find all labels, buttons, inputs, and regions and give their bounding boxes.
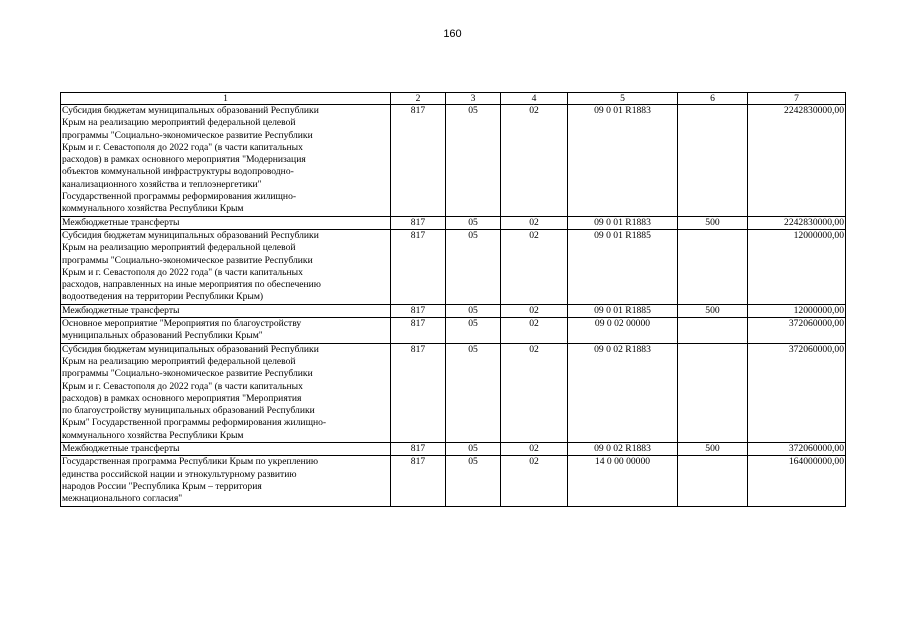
row-amount: 12000000,00 [748, 304, 846, 317]
row-amount: 372060000,00 [748, 318, 846, 344]
row-name: Государственная программа Республики Крым по укреплению единства российской нации и этнокультурному развитию народов России "Республика Крым – территория межнационального согласия" [61, 456, 391, 506]
row-amount: 12000000,00 [748, 229, 846, 304]
header-col-4: 4 [501, 93, 568, 105]
row-grbs: 817 [391, 318, 446, 344]
page-number: 160 [443, 28, 462, 40]
row-section: 05 [446, 343, 501, 442]
row-grbs: 817 [391, 456, 446, 506]
row-section: 05 [446, 304, 501, 317]
row-expense-type [678, 343, 748, 442]
row-grbs: 817 [391, 229, 446, 304]
row-name: Межбюджетные трансферты [61, 443, 391, 456]
header-col-1: 1 [61, 93, 391, 105]
row-name: Основное мероприятие "Мероприятия по благоустройству муниципальных образований Республики Крым" [61, 318, 391, 344]
header-col-2: 2 [391, 93, 446, 105]
row-grbs: 817 [391, 304, 446, 317]
row-subsection: 02 [501, 443, 568, 456]
row-target-code: 09 0 02 00000 [568, 318, 678, 344]
header-col-7: 7 [748, 93, 846, 105]
row-subsection: 02 [501, 343, 568, 442]
table-row [61, 318, 846, 344]
row-amount: 2242830000,00 [748, 105, 846, 217]
row-subsection: 02 [501, 304, 568, 317]
row-amount: 164000000,00 [748, 456, 846, 506]
row-grbs: 817 [391, 105, 446, 217]
row-expense-type [678, 229, 748, 304]
table-row [61, 456, 846, 506]
row-subsection: 02 [501, 229, 568, 304]
budget-table [60, 92, 846, 507]
row-subsection: 02 [501, 105, 568, 217]
row-expense-type: 500 [678, 216, 748, 229]
table-row [61, 343, 846, 442]
row-section: 05 [446, 456, 501, 506]
table-row [61, 443, 846, 456]
table-row [61, 216, 846, 229]
table-row [61, 304, 846, 317]
row-amount: 372060000,00 [748, 443, 846, 456]
row-grbs: 817 [391, 216, 446, 229]
header-col-6: 6 [678, 93, 748, 105]
row-target-code: 09 0 02 R1883 [568, 443, 678, 456]
header-col-3: 3 [446, 93, 501, 105]
row-name: Субсидия бюджетам муниципальных образований Республики Крым на реализацию мероприятий федеральной целевой программы "Социально-экономическое развитие Республики Крым и г. Севастополя до 2022 года" (в части капитальных расходов) в рамках основного мероприятия "Модернизация объектов коммунальной инфраструктуры водопроводно- канализационного хозяйства и теплоэнергетики" Государственной программы реформирования жилищно- коммунального хозяйства Республики Крым [61, 105, 391, 217]
table-row [61, 229, 846, 304]
row-name: Межбюджетные трансферты [61, 216, 391, 229]
row-subsection: 02 [501, 456, 568, 506]
row-name: Межбюджетные трансферты [61, 304, 391, 317]
table-row [61, 105, 846, 217]
row-target-code: 09 0 02 R1883 [568, 343, 678, 442]
row-amount: 2242830000,00 [748, 216, 846, 229]
row-name: Субсидия бюджетам муниципальных образований Республики Крым на реализацию мероприятий федеральной целевой программы "Социально-экономическое развитие Республики Крым и г. Севастополя до 2022 года" (в части капитальных расходов, направленных на иные мероприятия по обеспечению водоотведения на территории Республики Крым) [61, 229, 391, 304]
row-expense-type [678, 318, 748, 344]
table-header-row [61, 93, 846, 105]
row-subsection: 02 [501, 318, 568, 344]
row-section: 05 [446, 105, 501, 217]
row-section: 05 [446, 229, 501, 304]
row-section: 05 [446, 216, 501, 229]
header-col-5: 5 [568, 93, 678, 105]
row-target-code: 09 0 01 R1883 [568, 216, 678, 229]
row-target-code: 14 0 00 00000 [568, 456, 678, 506]
row-expense-type [678, 105, 748, 217]
row-target-code: 09 0 01 R1885 [568, 229, 678, 304]
row-grbs: 817 [391, 443, 446, 456]
row-name: Субсидия бюджетам муниципальных образований Республики Крым на реализацию мероприятий федеральной целевой программы "Социально-экономическое развитие Республики Крым и г. Севастополя до 2022 года" (в части капитальных расходов) в рамках основного мероприятия "Мероприятия по благоустройству муниципальных образований Республики Крым" Государственной программы реформирования жилищно- коммунального хозяйства Республики Крым [61, 343, 391, 442]
row-subsection: 02 [501, 216, 568, 229]
row-amount: 372060000,00 [748, 343, 846, 442]
row-expense-type: 500 [678, 443, 748, 456]
row-grbs: 817 [391, 343, 446, 442]
row-section: 05 [446, 443, 501, 456]
row-expense-type: 500 [678, 304, 748, 317]
row-target-code: 09 0 01 R1885 [568, 304, 678, 317]
row-target-code: 09 0 01 R1883 [568, 105, 678, 217]
row-section: 05 [446, 318, 501, 344]
row-expense-type [678, 456, 748, 506]
